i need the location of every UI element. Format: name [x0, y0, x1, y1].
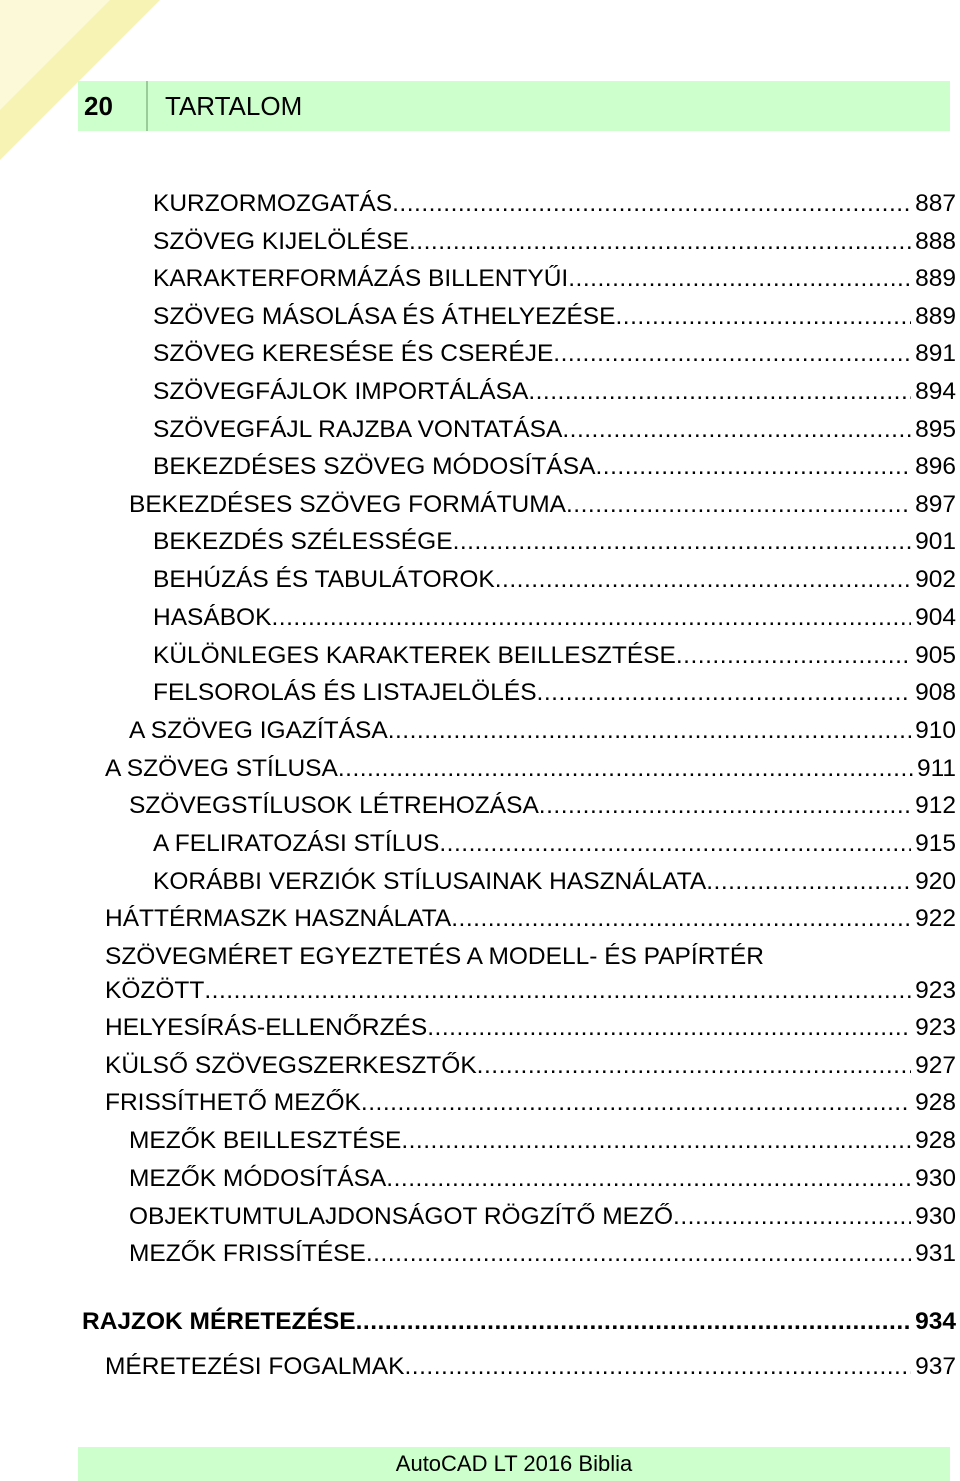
toc-entry-title: KURZORMOZGATÁS: [153, 190, 393, 217]
toc-entry[interactable]: [0, 260, 960, 298]
toc-leader-dots: [595, 448, 911, 486]
toc-entry-title: SZÖVEGFÁJLOK IMPORTÁLÁSA: [153, 378, 529, 405]
toc-entry[interactable]: [0, 1348, 960, 1386]
toc-entry[interactable]: [0, 1235, 960, 1273]
toc-entry-title: FRISSÍTHETŐ MEZŐK: [105, 1089, 361, 1116]
toc-entry[interactable]: [0, 486, 960, 524]
toc-entry[interactable]: [0, 1303, 960, 1341]
toc-entry[interactable]: [0, 373, 960, 411]
toc-entry-title: FELSOROLÁS ÉS LISTAJELÖLÉS: [153, 679, 537, 706]
toc-entry-page: 904: [915, 604, 956, 631]
toc-leader-dots: [356, 1303, 911, 1341]
toc-leader-dots: [706, 863, 911, 901]
toc-entry-page: 931: [915, 1240, 956, 1267]
toc-entry-page: 897: [915, 491, 956, 518]
toc-entry-page: 923: [915, 1014, 956, 1041]
toc-entry[interactable]: [0, 1198, 960, 1236]
toc-entry-title: SZÖVEGFÁJL RAJZBA VONTATÁSA: [153, 416, 563, 443]
toc-entry[interactable]: [0, 561, 960, 599]
toc-leader-dots: [477, 1047, 911, 1085]
toc-entry-page: 930: [915, 1203, 956, 1230]
toc-entry-title: BEHÚZÁS ÉS TABULÁTOROK: [153, 566, 495, 593]
toc-entry-title: MEZŐK FRISSÍTÉSE: [129, 1240, 366, 1267]
toc-leader-dots: [562, 411, 911, 449]
toc-entry-page: 895: [915, 416, 956, 443]
toc-entry-page: 887: [915, 190, 956, 217]
toc-leader-dots: [386, 1160, 911, 1198]
toc-entry-page: 922: [915, 905, 956, 932]
toc-entry-page: 889: [915, 303, 956, 330]
toc-entry[interactable]: [0, 900, 960, 938]
toc-leader-dots: [539, 787, 911, 825]
toc-entry[interactable]: [0, 298, 960, 336]
toc-entry-page: 920: [915, 868, 956, 895]
toc-leader-dots: [528, 373, 911, 411]
toc-entry-page: 905: [915, 642, 956, 669]
toc-entry[interactable]: [0, 1047, 960, 1085]
toc-entry-page: 896: [915, 453, 956, 480]
toc-entry[interactable]: [0, 523, 960, 561]
toc-entry-title: HELYESÍRÁS-ELLENŐRZÉS: [105, 1014, 428, 1041]
toc-leader-dots: [451, 900, 911, 938]
toc-entry[interactable]: [0, 712, 960, 750]
toc-entry-page: 889: [915, 265, 956, 292]
toc-entry-title: BEKEZDÉS SZÉLESSÉGE: [153, 528, 453, 555]
toc-entry-title: BEKEZDÉSES SZÖVEG FORMÁTUMA: [129, 491, 566, 518]
toc-entry-title: KARAKTERFORMÁZÁS BILLENTYŰI: [153, 265, 569, 292]
toc-entry-page: 908: [915, 679, 956, 706]
toc-entry[interactable]: [0, 1160, 960, 1198]
toc-entry-page: 902: [915, 566, 956, 593]
toc-entry[interactable]: [0, 223, 960, 261]
toc-entry-page: 923: [915, 977, 956, 1004]
toc-entry[interactable]: [0, 448, 960, 486]
toc-leader-dots: [409, 223, 911, 261]
toc-entry-page: 901: [915, 528, 956, 555]
page-title: TARTALOM: [165, 90, 303, 121]
toc-entry[interactable]: [0, 825, 960, 863]
toc-entry-title: A SZÖVEG IGAZÍTÁSA: [129, 717, 388, 744]
toc-leader-dots: [366, 1235, 911, 1273]
toc-entry[interactable]: [0, 787, 960, 825]
toc-leader-dots: [271, 599, 911, 637]
toc-entry-title: OBJEKTUMTULAJDONSÁGOT RÖGZÍTŐ MEZŐ: [129, 1203, 674, 1230]
toc-entry-page: 930: [915, 1165, 956, 1192]
toc-entry-page: 910: [915, 717, 956, 744]
toc-leader-dots: [673, 1198, 911, 1236]
toc-entry[interactable]: [0, 599, 960, 637]
toc-leader-dots: [388, 712, 911, 750]
toc-entry-title: KÜLSŐ SZÖVEGSZERKESZTŐK: [105, 1052, 477, 1079]
toc-leader-dots: [427, 1009, 911, 1047]
page-number: 20: [78, 81, 148, 131]
toc-leader-dots: [676, 637, 911, 675]
toc-leader-dots: [537, 674, 912, 712]
toc-entry[interactable]: [0, 637, 960, 675]
toc-entry-title: MEZŐK MÓDOSÍTÁSA: [129, 1165, 387, 1192]
toc-entry-title: SZÖVEGSTÍLUSOK LÉTREHOZÁSA: [129, 792, 539, 819]
toc-entry-title: KORÁBBI VERZIÓK STÍLUSAINAK HASZNÁLATA: [153, 868, 707, 895]
toc-entry-title: SZÖVEG KIJELÖLÉSE: [153, 228, 409, 255]
toc-entry-page: 934: [915, 1308, 956, 1335]
toc-leader-dots: [204, 972, 911, 1010]
toc-leader-dots: [566, 486, 911, 524]
toc-leader-dots: [392, 185, 911, 223]
toc-entry[interactable]: [0, 972, 960, 1010]
toc-entry[interactable]: [0, 674, 960, 712]
toc-entry-page: 888: [915, 228, 956, 255]
toc-entry-page: 928: [915, 1089, 956, 1116]
toc-leader-dots: [615, 298, 911, 336]
toc-entry-title: MÉRETEZÉSI FOGALMAK: [105, 1353, 405, 1380]
toc-leader-dots: [568, 260, 911, 298]
toc-entry-title: SZÖVEG KERESÉSE ÉS CSERÉJE: [153, 340, 554, 367]
toc-entry[interactable]: [0, 1122, 960, 1160]
toc-entry[interactable]: [0, 750, 960, 788]
toc-entry[interactable]: [0, 863, 960, 901]
toc-entry-page: 927: [915, 1052, 956, 1079]
toc-entry-page: 915: [915, 830, 956, 857]
page-header: [78, 81, 950, 131]
toc-entry-page: 911: [916, 755, 956, 782]
toc-entry[interactable]: [0, 411, 960, 449]
toc-entry[interactable]: [0, 185, 960, 223]
toc-entry-title: HÁTTÉRMASZK HASZNÁLATA: [105, 905, 452, 932]
toc-entry-title: SZÖVEG MÁSOLÁSA ÉS ÁTHELYEZÉSE: [153, 303, 616, 330]
toc-entry-title: BEKEZDÉSES SZÖVEG MÓDOSÍTÁSA: [153, 453, 596, 480]
toc-leader-dots: [338, 750, 913, 788]
toc-entry-title: A FELIRATOZÁSI STÍLUS: [153, 830, 440, 857]
toc-leader-dots: [439, 825, 911, 863]
toc-entry-title-line: SZÖVEGMÉRET EGYEZTETÉS A MODELL- ÉS PAPÍRTÉR: [105, 943, 764, 970]
toc-entry-page: 894: [915, 378, 956, 405]
toc-entry-title: MEZŐK BEILLESZTÉSE: [129, 1127, 402, 1154]
page-footer: AutoCAD LT 2016 Biblia: [78, 1447, 950, 1481]
toc-leader-dots: [401, 1122, 911, 1160]
toc-leader-dots: [405, 1348, 912, 1386]
toc-entry-title: A SZÖVEG STÍLUSA: [105, 755, 338, 782]
toc-leader-dots: [553, 335, 911, 373]
toc-entry-page: 891: [915, 340, 956, 367]
toc-entry[interactable]: [0, 1084, 960, 1122]
toc-entry[interactable]: [0, 335, 960, 373]
toc-leader-dots: [361, 1084, 911, 1122]
toc-entry-page: 912: [915, 792, 956, 819]
toc-entry-title: KÖZÖTT: [105, 977, 205, 1004]
toc-entry[interactable]: [0, 1009, 960, 1047]
toc-entry-title: KÜLÖNLEGES KARAKTEREK BEILLESZTÉSE: [153, 642, 676, 669]
toc-entry-title: RAJZOK MÉRETEZÉSE: [82, 1308, 356, 1335]
toc-entry-title: HASÁBOK: [153, 604, 272, 631]
toc-leader-dots: [495, 561, 911, 599]
toc-leader-dots: [453, 523, 912, 561]
toc-entry-page: 937: [915, 1353, 956, 1380]
toc-entry-page: 928: [915, 1127, 956, 1154]
